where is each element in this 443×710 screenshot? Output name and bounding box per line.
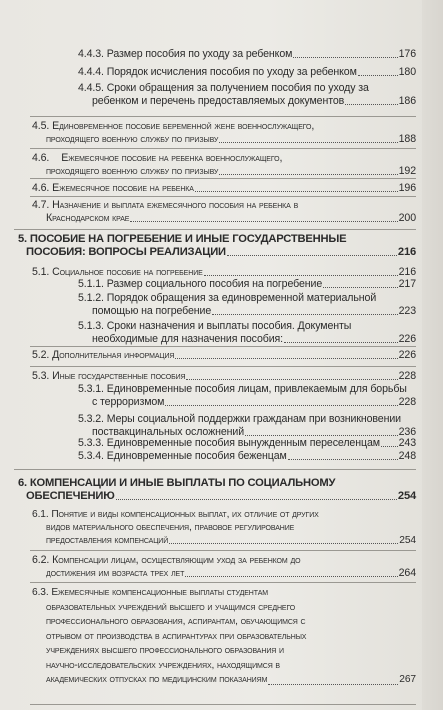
entry-number: 6.2. bbox=[32, 554, 50, 566]
entry-number: 4.7. bbox=[32, 199, 50, 211]
toc-entry-4-4-3 bbox=[78, 48, 416, 61]
toc-entry-6-3 bbox=[32, 586, 416, 688]
entry-title-line-1: Сроки назначения и выплаты пособия. Документы bbox=[106, 320, 352, 332]
chapter-page: 254 bbox=[397, 490, 416, 502]
entry-page: 228 bbox=[398, 370, 416, 382]
entry-title-line-2: Краснодарском крае bbox=[46, 212, 130, 224]
entry-number: 5.1.2. bbox=[78, 292, 104, 304]
entry-title-line-1: Сроки обращения за получением пособия по уходу за bbox=[106, 82, 369, 94]
leader-dots bbox=[195, 191, 398, 192]
entry-page: 223 bbox=[398, 305, 416, 317]
leader-dots bbox=[268, 684, 398, 685]
entry-number: 4.4.4. bbox=[78, 66, 104, 78]
chapter-page: 216 bbox=[397, 246, 416, 258]
entry-title: Размер социального пособия на погребение bbox=[106, 278, 323, 290]
toc-entry-4-7 bbox=[32, 199, 416, 225]
entry-title-line-3: предоставления компенсаций bbox=[46, 535, 169, 546]
toc-entry-4-5 bbox=[32, 120, 416, 146]
entry-title: Единовременные пособия вынужденным переселенцам bbox=[106, 437, 380, 449]
divider bbox=[30, 196, 416, 197]
entry-title: Ежемесячное пособие на ребенка bbox=[52, 182, 194, 194]
leader-dots bbox=[175, 358, 397, 359]
divider bbox=[30, 366, 416, 367]
entry-title-line-5: учреждениях высшего профессионального образования и bbox=[46, 645, 284, 656]
toc-entry-5-1-1 bbox=[78, 278, 416, 291]
divider bbox=[30, 550, 416, 551]
entry-number: 5.1.3. bbox=[78, 320, 104, 332]
leader-dots bbox=[284, 342, 398, 343]
leader-dots bbox=[185, 576, 397, 577]
entry-page: 264 bbox=[398, 567, 416, 579]
entry-number: 6.1. bbox=[32, 509, 49, 520]
leader-dots bbox=[169, 543, 398, 544]
leader-dots bbox=[323, 287, 397, 288]
entry-page: 196 bbox=[398, 182, 416, 194]
leader-dots bbox=[186, 379, 397, 380]
divider bbox=[30, 148, 416, 149]
entry-title-line-2: поствакцинальных осложнений bbox=[92, 426, 245, 438]
toc-entry-5-3-1 bbox=[78, 383, 416, 409]
entry-title-line-1: Порядок обращения за единовременной материальной bbox=[106, 292, 377, 304]
entry-page: 226 bbox=[398, 333, 416, 345]
adjacent-page-edge bbox=[422, 0, 443, 710]
entry-title-line-2: помощью на погребение bbox=[92, 305, 212, 317]
toc-entry-5-3-3 bbox=[78, 437, 416, 450]
divider bbox=[30, 116, 416, 117]
entry-title: Порядок исчисления пособия по уходу за ребенком bbox=[106, 66, 357, 78]
leader-dots bbox=[130, 221, 397, 222]
divider bbox=[30, 582, 416, 583]
entry-title-line-2: ребенком и перечень предоставляемых документов bbox=[92, 95, 345, 107]
leader-dots bbox=[116, 499, 397, 500]
entry-title-line-1: Понятие и виды компенсационных выплат, их отличие от других bbox=[51, 509, 319, 520]
entry-title-line-4: отрывом от производства в аспирантурах при образовательных bbox=[46, 630, 307, 642]
entry-number: 6.3. bbox=[32, 587, 49, 598]
toc-entry-5-3-4 bbox=[78, 450, 416, 463]
entry-page: 186 bbox=[398, 95, 416, 107]
entry-title-line-3: профессионального образования, аспирантам, обучающимся с bbox=[46, 616, 306, 627]
entry-page: 200 bbox=[398, 212, 416, 224]
toc-entry-5-3 bbox=[32, 370, 416, 383]
chapter-title-line-2: ПОСОБИЯ: ВОПРОСЫ РЕАЛИЗАЦИИ bbox=[26, 246, 226, 258]
entry-page: 192 bbox=[398, 165, 416, 177]
entry-title: Иные государственные пособия bbox=[52, 370, 186, 382]
entry-title-line-2: необходимые для назначения пособия: bbox=[92, 333, 284, 345]
leader-dots bbox=[381, 446, 398, 447]
leader-dots bbox=[219, 142, 397, 143]
entry-page: 254 bbox=[399, 535, 416, 546]
entry-title: Социальное пособие на погребение bbox=[52, 266, 203, 278]
divider bbox=[30, 704, 416, 705]
chapter-number: 6. bbox=[18, 477, 27, 489]
entry-title: Единовременные пособия беженцам bbox=[106, 450, 287, 462]
entry-number: 5.3.3. bbox=[78, 437, 104, 449]
leader-dots bbox=[212, 314, 397, 315]
entry-number: 4.4.3. bbox=[78, 48, 104, 60]
entry-page: 267 bbox=[399, 674, 416, 685]
entry-number: 4.6. bbox=[32, 182, 50, 194]
entry-number: 5.1. bbox=[32, 266, 50, 278]
entry-page: 236 bbox=[398, 426, 416, 438]
entry-title-line-7: академических отпусках по медицинским показаниям bbox=[46, 674, 268, 685]
toc-entry-6-1 bbox=[32, 508, 416, 547]
chapter-title-line-1: ПОСОБИЕ НА ПОГРЕБЕНИЕ И ИНЫЕ ГОСУДАРСТВЕННЫЕ bbox=[29, 233, 347, 245]
toc-entry-5-3-2 bbox=[78, 413, 416, 439]
entry-title-line-1: Компенсации лицам, осуществляющим уход за ребенком до bbox=[52, 554, 301, 566]
entry-number: 5.1.1. bbox=[78, 278, 104, 290]
entry-number: 5.3.4. bbox=[78, 450, 104, 462]
entry-page: 243 bbox=[398, 437, 416, 449]
entry-title-line-2: проходящего военную службу по призыву bbox=[46, 165, 219, 177]
entry-page: 217 bbox=[398, 278, 416, 290]
entry-page: 176 bbox=[398, 48, 416, 60]
toc-entry-4-4-4 bbox=[78, 66, 416, 79]
entry-number: 4.4.5. bbox=[78, 82, 104, 94]
divider bbox=[30, 346, 416, 347]
divider bbox=[30, 178, 416, 179]
leader-dots bbox=[293, 57, 397, 58]
divider bbox=[14, 229, 416, 230]
toc-entry-4-6-military bbox=[32, 152, 416, 178]
entry-number: 5.3.2. bbox=[78, 413, 104, 425]
entry-title: Размер пособия по уходу за ребенком bbox=[106, 48, 293, 60]
entry-title: Дополнительная информация bbox=[52, 349, 175, 361]
leader-dots bbox=[358, 75, 398, 76]
entry-title-line-2: видов материального обеспечения, правовое регулирование bbox=[46, 522, 295, 533]
entry-title-line-1: Назначение и выплата ежемесячного пособия на ребенка в bbox=[52, 199, 299, 211]
entry-number: 5.3. bbox=[32, 370, 50, 382]
entry-number: 5.3.1. bbox=[78, 383, 104, 395]
entry-number: 4.6. bbox=[32, 152, 50, 164]
toc-entry-5-1-2 bbox=[78, 292, 416, 318]
entry-number: 5.2. bbox=[32, 349, 50, 361]
divider bbox=[14, 469, 416, 470]
entry-number: 4.5. bbox=[32, 120, 50, 132]
entry-page: 228 bbox=[398, 396, 416, 408]
toc-entry-4-4-5 bbox=[78, 82, 416, 108]
toc-chapter-5 bbox=[18, 233, 416, 259]
entry-page: 248 bbox=[398, 450, 416, 462]
entry-title-line-1: Ежемесячное пособие на ребенка военнослужащего, bbox=[61, 152, 283, 164]
entry-title-line-6: научно-исследовательских учреждениях, находящимся в bbox=[46, 659, 280, 671]
entry-page: 216 bbox=[398, 266, 416, 278]
toc-entry-5-2 bbox=[32, 349, 416, 362]
entry-page: 188 bbox=[398, 133, 416, 145]
entry-title-line-2: достижения им возраста трех лет bbox=[46, 567, 185, 579]
chapter-number: 5. bbox=[18, 233, 27, 245]
entry-page: 226 bbox=[398, 349, 416, 361]
entry-title-line-1: Ежемесячные компенсационные выплаты студентам bbox=[51, 587, 268, 598]
leader-dots bbox=[204, 275, 398, 276]
leader-dots bbox=[288, 459, 398, 460]
leader-dots bbox=[345, 104, 397, 105]
entry-title-line-2: проходящего военную службу по призыву bbox=[46, 133, 219, 145]
leader-dots bbox=[245, 435, 398, 436]
toc-entry-5-1-3 bbox=[78, 320, 416, 346]
entry-title-line-1: Единовременное пособие беременной жене военнослужащего, bbox=[52, 120, 315, 132]
entry-title-line-2: с терроризмом bbox=[92, 396, 165, 408]
toc-entry-4-6-child bbox=[32, 182, 416, 195]
chapter-title-line-1: КОМПЕНСАЦИИ И ИНЫЕ ВЫПЛАТЫ ПО СОЦИАЛЬНОМУ bbox=[29, 477, 336, 489]
entry-page: 180 bbox=[398, 66, 416, 78]
toc-entry-6-2 bbox=[32, 554, 416, 580]
entry-title-line-1: Единовременные пособия лицам, привлекаемым для борьбы bbox=[106, 383, 407, 395]
entry-title-line-2: образовательных учреждений высшего и учащимся среднего bbox=[46, 601, 296, 613]
leader-dots bbox=[227, 255, 397, 256]
chapter-title-line-2: ОБЕСПЕЧЕНИЮ bbox=[26, 490, 115, 502]
entry-title-line-1: Меры социальной поддержки гражданам при возникновении bbox=[106, 413, 401, 425]
toc-chapter-6 bbox=[18, 477, 416, 503]
leader-dots bbox=[219, 174, 397, 175]
leader-dots bbox=[165, 405, 397, 406]
